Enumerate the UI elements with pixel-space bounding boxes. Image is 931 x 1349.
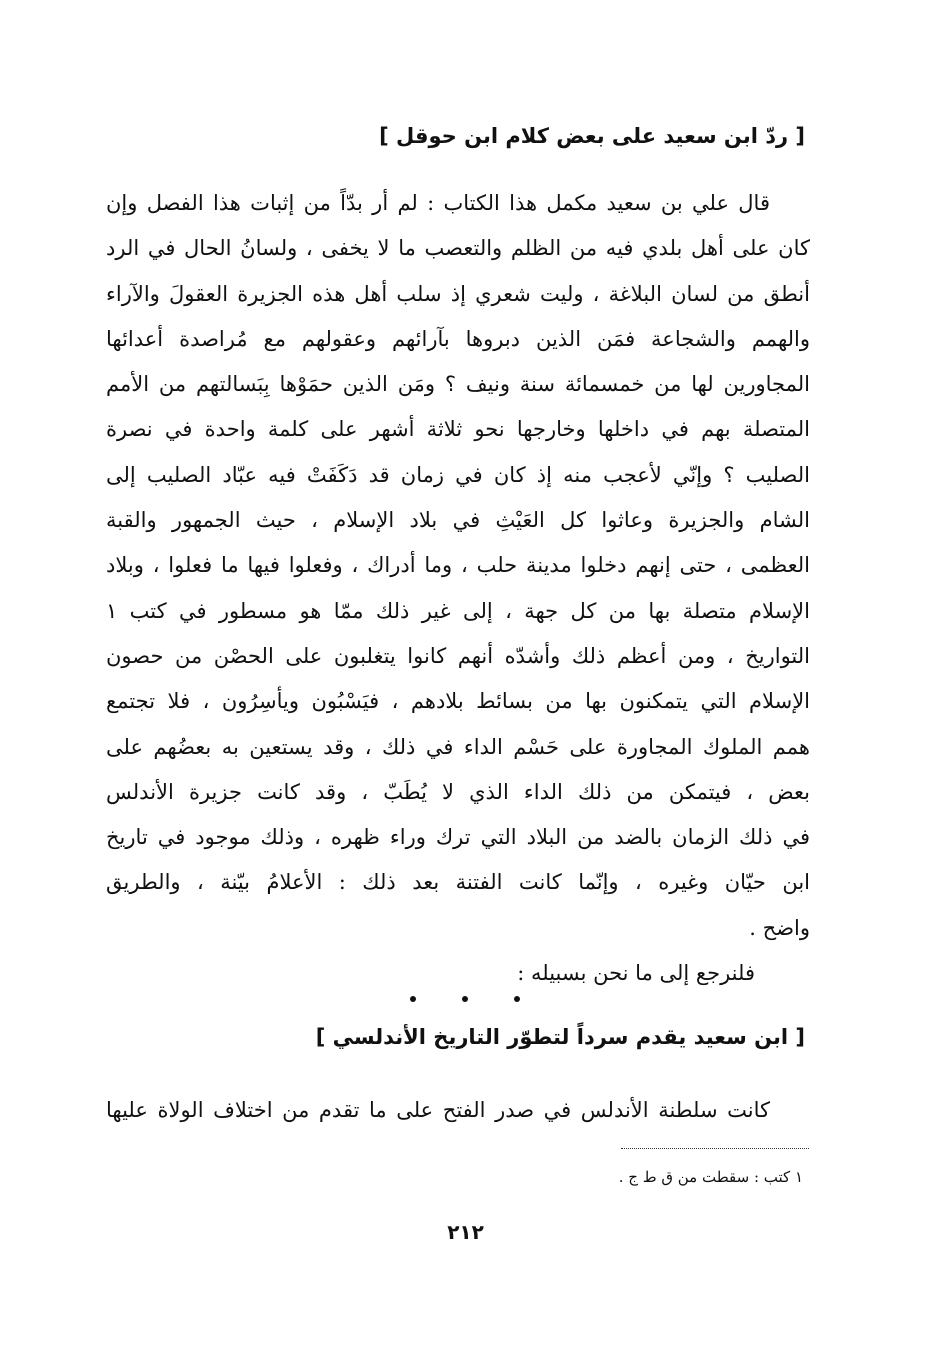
separator-dot: [462, 996, 468, 1002]
text-line: الإسلام التي يتمكنون بها من بسائط بلادهم ، فيَسْبُون ويأسِرُون ، فلا تجتمع: [106, 689, 810, 714]
text-line: ابن حيّان وغيره ، وإنّما كانت الفتنة بعد ذلك : الأعلامُ بيّنة ، والطريق: [106, 870, 810, 895]
section-heading: [ ابن سعيد يقدم سرداً لتطوّر التاريخ الأندلسي ]: [315, 1025, 805, 1049]
text-line: همم الملوك المجاورة على حَسْم الداء في ذلك ، وقد يستعين به بعضُهم على: [106, 734, 810, 759]
text-line: كانت سلطنة الأندلس في صدر الفتح على ما تقدم من اختلاف الولاة عليها: [106, 1098, 770, 1122]
text-line: العظمى ، حتى إنهم دخلوا مدينة حلب ، وما أدراك ، وفعلوا فيها ما فعلوا ، وبلاد: [106, 553, 810, 578]
footnote-divider: [621, 1148, 809, 1149]
main-paragraph: [106, 181, 810, 996]
separator-dot: [410, 996, 416, 1002]
text-line: قال علي بن سعيد مكمل هذا الكتاب : لم أر بدّاً من إثبات هذا الفصل وإن: [106, 191, 770, 215]
text-line: في ذلك الزمان بالضد من البلاد التي ترك وراء ظهره ، وذلك موجود في تاريخ: [106, 825, 810, 850]
text-line: كان على أهل بلدي فيه من الظلم والتعصب ما لا يخفى ، ولسانُ الحال في الرد: [106, 236, 810, 261]
page-number: ٢١٢: [447, 1220, 484, 1244]
text-line: واضح .: [749, 915, 810, 940]
main-paragraph: [106, 1090, 810, 1135]
section-heading: [ ردّ ابن سعيد على بعض كلام ابن حوقل ]: [379, 124, 805, 148]
text-line: والهمم والشجاعة فمَن الذين دبروها بآرائهم وعقولهم مع مُراصدة أعدائها: [106, 326, 810, 351]
text-line: بعض ، فيتمكن من ذلك الداء الذي لا يُطَبّ ، وقد كانت جزيرة الأندلس: [106, 779, 810, 804]
text-line: الإسلام متصلة بها من كل جهة ، إلى غير ذلك ممّا هو مسطور في كتب ١: [106, 598, 810, 623]
text-line: التواريخ ، ومن أعظم ذلك وأشدّه أنهم كانوا يتغلبون على الحصْن من حصون: [106, 643, 810, 668]
footnote: ١ كتب : سقطت من ق ط ج .: [618, 1168, 803, 1186]
text-line: المتصلة بهم في داخلها وخارجها نحو ثلاثة أشهر على كلمة واحدة في نصرة: [106, 417, 810, 442]
text-line: الصليب ؟ وإنّي لأعجب منه إذ كان في زمان قد دَكَفَتْ فيه عبّاد الصليب إلى: [106, 462, 810, 487]
section-separator: [410, 996, 520, 1002]
text-line: المجاورين لها من خمسمائة سنة ونيف ؟ ومَن الذين حمَوْها بِبَسالتهم من الأمم: [106, 372, 810, 397]
conclusion-line: فلنرجع إلى ما نحن بسبيله :: [517, 961, 755, 986]
text-line: الشام والجزيرة وعاثوا كل العَيْثِ في بلاد الإسلام ، حيث الجمهور والقبة: [106, 508, 810, 533]
separator-dot: [514, 996, 520, 1002]
text-line: أنطق من لسان البلاغة ، وليت شعري إذ سلب أهل هذه الجزيرة العقولَ والآراء: [106, 281, 810, 306]
